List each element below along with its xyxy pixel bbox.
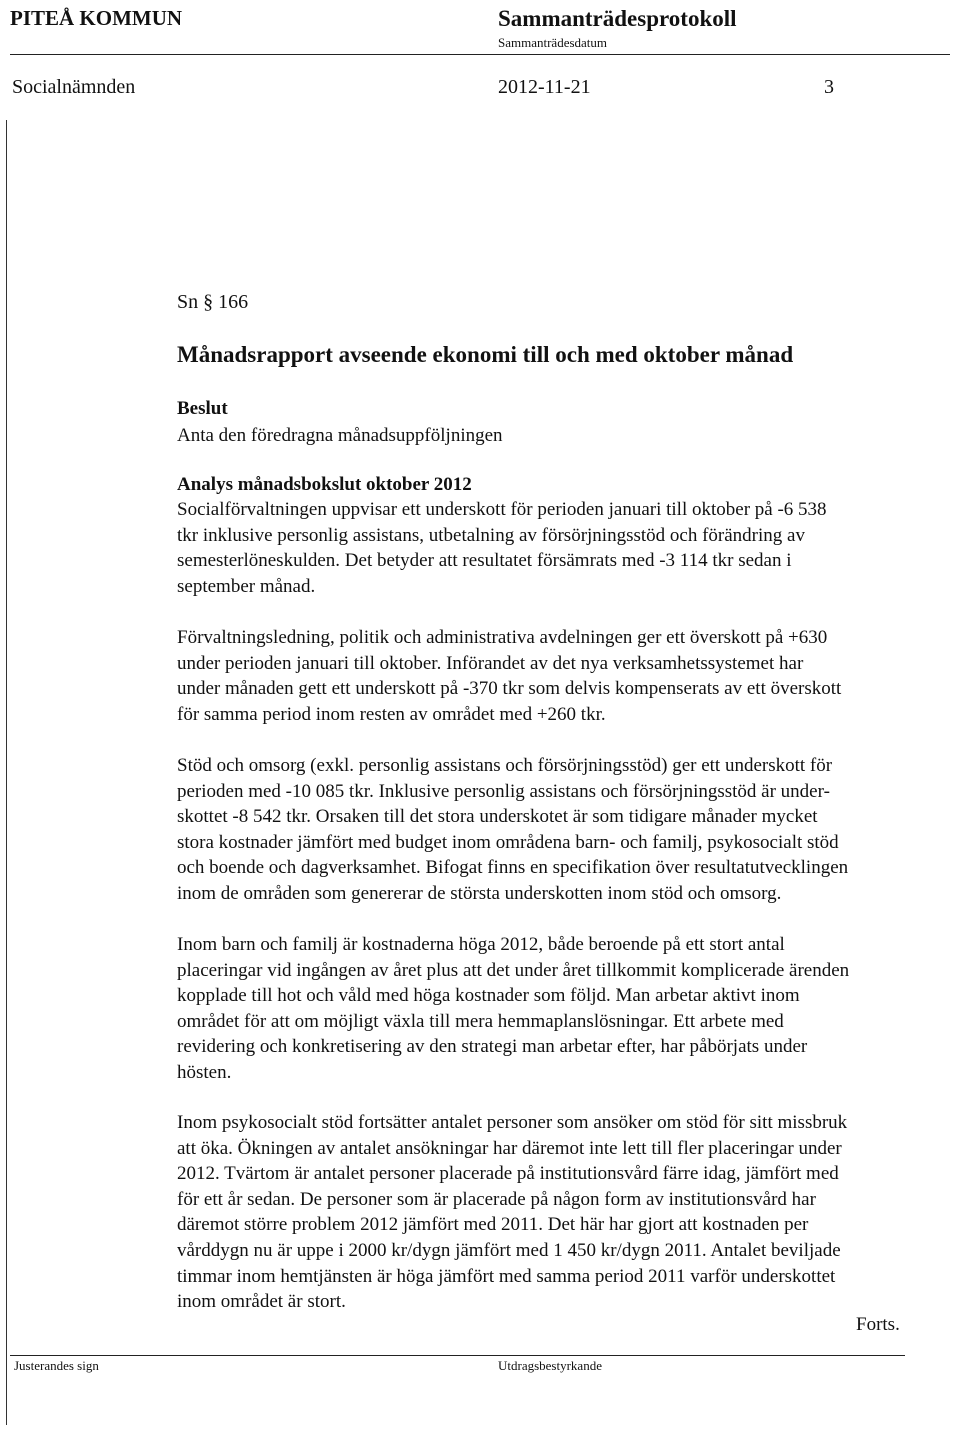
text-line: under perioden januari till oktober. Införandet av det nya verksamhetssystemet har	[177, 652, 804, 674]
text-line: för ett år sedan. De personer som är placerade på någon form av institutionsvård har	[177, 1188, 816, 1210]
board-name: Socialnämnden	[12, 76, 136, 98]
decision-text: Anta den föredragna månadsuppföljningen	[177, 425, 503, 446]
text-line: Socialförvaltningen uppvisar ett underskott för perioden januari till oktober på -6 538	[177, 499, 827, 520]
text-line: Stöd och omsorg (exkl. personlig assistans och försörjningsstöd) ger ett underskott för	[177, 755, 833, 776]
text-line: Inom psykosocialt stöd fortsätter antalet personer som ansöker om stöd för sitt missbruk	[177, 1112, 848, 1133]
page-number: 3	[824, 76, 834, 98]
header-divider	[10, 54, 950, 55]
paragraph-children-family	[177, 932, 960, 1086]
text-line: stora kostnader jämfört med budget inom områdena barn- och familj, psykosocialt stöd	[177, 831, 839, 853]
text-line: semesterlöneskulden. Det betyder att resultatet försämrats med -3 114 tkr sedan i	[177, 550, 792, 572]
text-line: under månaden gett ett underskott på -370 tkr som delvis kompenserats av ett överskott	[177, 678, 842, 700]
protocol-subtitle: Sammanträdesdatum	[498, 35, 608, 50]
continued-note: Forts.	[856, 1314, 900, 1335]
text-line: området för att om möjligt växla till mera hemmaplanslösningar. Ett arbete med	[177, 1010, 784, 1032]
text-line: placeringar vid ingången av året plus att det under året tillkommit komplicerade ärenden	[177, 959, 850, 981]
paragraph-support-care	[177, 753, 960, 907]
text-line: revidering och konkretisering av den strategi man arbetar efter, har påbörjats under	[177, 1036, 808, 1058]
text-line: vårddygn nu är uppe i 2000 kr/dygn jämfört med 1 450 kr/dygn 2011. Antalet beviljade	[177, 1239, 841, 1261]
analysis-label: Analys månadsbokslut oktober 2012	[177, 474, 472, 495]
decision-label: Beslut	[177, 398, 228, 419]
extract-label: Utdragsbestyrkande	[498, 1358, 602, 1373]
paragraph-psychosocial	[177, 1110, 960, 1315]
section-heading: Månadsrapport avseende ekonomi till och med oktober månad	[177, 342, 794, 367]
signature-label: Justerandes sign	[14, 1358, 99, 1373]
text-line: hösten.	[177, 1061, 232, 1083]
organization-name: PITEÅ KOMMUN	[10, 6, 183, 30]
text-line: och boende och dagverksamhet. Bifogat finns en specifikation över resultatutvecklingen	[177, 857, 849, 879]
section-number: Sn § 166	[177, 291, 249, 313]
text-line: däremot större problem 2012 jämfört med 2011. Det här har gjort att kostnaden per	[177, 1214, 809, 1236]
text-line: tkr inklusive personlig assistans, utbetalning av försörjningsstöd och förändring av	[177, 524, 805, 546]
text-line: inom området är stort.	[177, 1291, 346, 1313]
protocol-title: Sammanträdesprotokoll	[498, 6, 737, 31]
text-line: Inom barn och familj är kostnaderna höga 2012, både beroende på ett stort antal	[177, 934, 785, 955]
text-line: perioden med -10 085 tkr. Inklusive personlig assistans och försörjningsstöd är under-	[177, 780, 830, 802]
text-line: september månad.	[177, 575, 316, 597]
text-line: timmar inom hemtjänsten är höga jämfört med samma period 2011 varför underskottet	[177, 1265, 836, 1287]
paragraph-result	[177, 497, 960, 599]
text-line: att öka. Ökningen av antalet ansökningar har däremot inte lett till fler placeringar under	[177, 1137, 842, 1159]
text-line: kopplade till hot och våld med höga kostnader som följd. Man arbetar aktivt inom	[177, 985, 800, 1007]
footer-divider	[10, 1355, 905, 1356]
margin-rule	[6, 120, 7, 1425]
text-line: 2012. Tvärtom är antalet personer placerade på institutionsvård färre idag, jämfört med	[177, 1163, 839, 1185]
text-line: Förvaltningsledning, politik och administrativa avdelningen ger ett överskott på +630	[177, 627, 828, 648]
text-line: för samma period inom resten av området med +260 tkr.	[177, 703, 606, 725]
text-line: inom de områden som genererar de största underskotten inom stöd och omsorg.	[177, 882, 782, 904]
text-line: skottet -8 542 tkr. Orsaken till det stora underskotet är som tidigare månader mycket	[177, 806, 818, 828]
meeting-date: 2012-11-21	[498, 76, 591, 98]
paragraph-administration	[177, 625, 960, 727]
